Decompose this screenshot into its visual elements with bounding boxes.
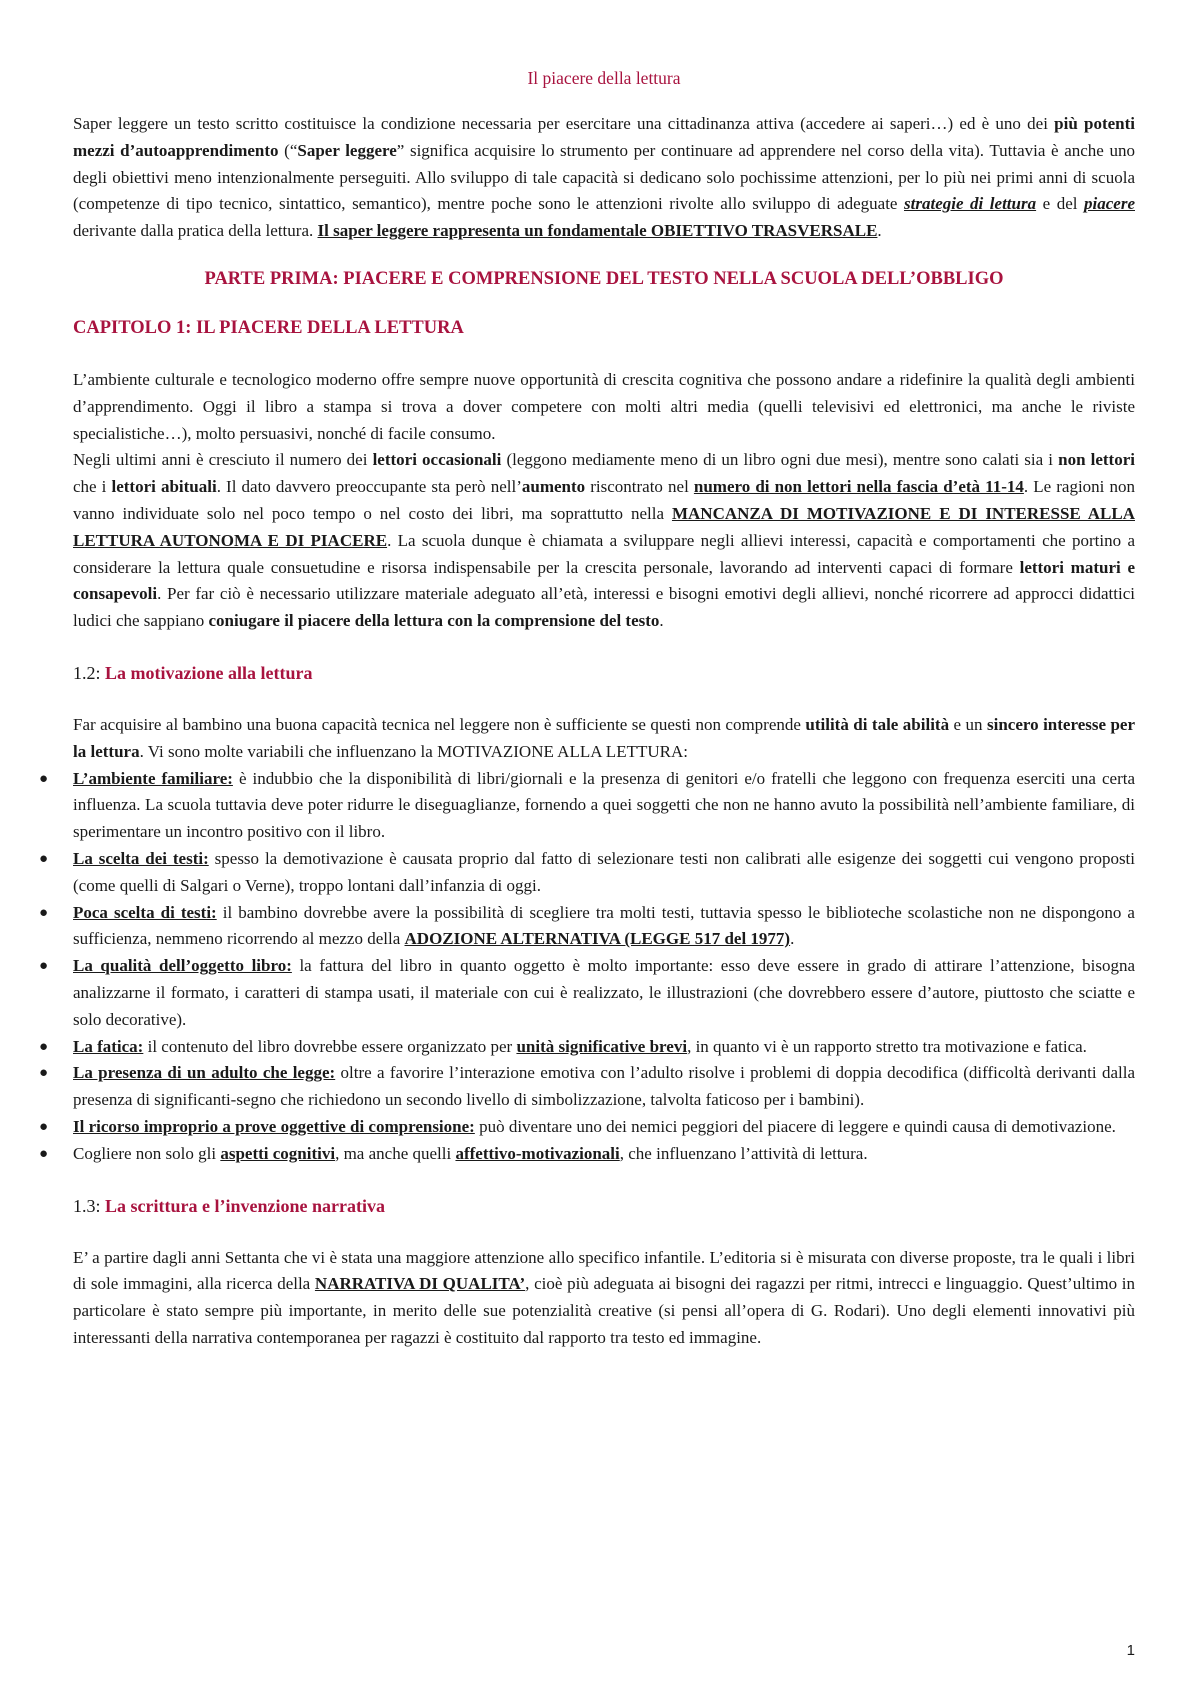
item-label: Il ricorso improprio a prove oggettive di comprensione: [73, 1116, 475, 1136]
list-item [39, 846, 1136, 900]
emphasis-text: ADOZIONE ALTERNATIVA (LEGGE 517 del 1977) [404, 929, 791, 949]
item-label: L’ambiente familiare: [73, 768, 233, 788]
list-item [39, 900, 1135, 954]
bullet-icon: ● [39, 1065, 49, 1082]
bold-text: non lettori [1058, 450, 1135, 470]
section-paragraph [73, 712, 1135, 766]
item-text: il bambino dovrebbe avere la possibilità di scegliere tra molti testi, tuttavia spesso le biblioteche scolastiche non ne dispongono a sufficienza, nemmeno ricorrendo al mezzo della [73, 902, 1135, 949]
item-text: , che influenzano l’attività di lettura. [619, 1143, 868, 1163]
section-title: La motivazione alla lettura [105, 662, 313, 683]
item-text: , ma anche quelli [335, 1143, 456, 1163]
list-item [39, 1114, 1135, 1141]
text: . La scuola dunque è chiamata a sviluppare negli allievi interessi, capacità e comportamenti che portino a considerare la lettura quale consuetudine e risorsa indispensabile per la crescita personale, lavorando ad interventi capaci di formare [73, 530, 1135, 577]
bullet-icon: ● [39, 850, 49, 867]
text: (“ [278, 140, 298, 160]
bullet-icon: ● [39, 904, 49, 921]
bold-text: lettori occasionali [372, 450, 502, 470]
section-heading-1-2 [73, 663, 1135, 684]
list-item [39, 953, 1135, 1033]
item-label: La fatica: [73, 1036, 144, 1056]
chapter-body [73, 367, 1135, 635]
bold-text: lettori abituali [111, 477, 217, 497]
text: che i [73, 477, 112, 497]
item-label: La scelta dei testi: [73, 848, 209, 868]
bullet-icon: ● [39, 958, 49, 975]
section-1-2-body [39, 712, 1136, 1168]
chapter-paragraph-1: L’ambiente culturale e tecnologico moderno offre sempre nuove opportunità di crescita cognitiva che possono andare a ridefinire la qualità degli ambienti d’apprendimento. Oggi il libro a stampa si trova a dover competere con molti altri media (quelli televisivi ed elettronici, ma anche le riviste specialistiche…), molto persuasivi, nonché di facile consumo. [73, 369, 1135, 443]
bold-text: aumento [521, 477, 586, 497]
text: . Le ragioni non vanno individuate solo nel poco tempo o nel costo dei libri, ma soprattutto nella [73, 477, 1135, 523]
list-item [39, 1060, 1136, 1114]
bold-text: utilità di tale abilità [805, 714, 950, 734]
emphasis-text: aspetti cognitivi [220, 1143, 336, 1163]
text: e un [949, 714, 987, 734]
item-text: è indubbio che la disponibilità di libri/giornali e la presenza di genitori e/o fratelli che leggono con frequenza eserciti una certa influenza. La scuola tuttavia deve poter ridurre le diseguaglianze, fornendo a quei soggetti che non ne hanno avuto la possibilità nell’ambiente familiare, di sperimentare un incontro positivo con il libro. [73, 768, 1136, 842]
section-1-3-body [73, 1245, 1135, 1352]
list-item [39, 1034, 1135, 1061]
item-text: oltre a favorire l’interazione emotiva con l’adulto risolve i problemi di doppia decodifica (difficoltà derivanti dalla presenza di significanti-segno che richiedono un secondo livello di simbolizzazione, talvolta faticoso per i bambini). [73, 1063, 1136, 1110]
text: (leggono mediamente meno di un libro ogni due mesi), mentre sono calati sia i [501, 450, 1059, 470]
bullet-icon: ● [39, 1145, 49, 1162]
section-heading-1-3 [73, 1196, 1135, 1217]
item-label: La presenza di un adulto che legge: [73, 1063, 336, 1083]
bold-text: sincero interesse per la lettura [73, 714, 1136, 761]
bold-text: Saper leggere [297, 140, 397, 160]
emphasis-text: Il saper leggere rappresenta un fondamentale OBIETTIVO TRASVERSALE [317, 221, 878, 241]
chapter-paragraph-2 [73, 447, 1135, 635]
text: . [877, 221, 882, 241]
text: . Il dato davvero preoccupante sta però nell’ [216, 477, 522, 497]
bold-text: coniugare il piacere della lettura con la comprensione del testo [208, 611, 660, 631]
text: . Per far ciò è necessario utilizzare materiale adeguato all’età, interessi e bisogni emotivi degli allievi, nonché ricorrere ad approcci didattici ludici che sappiano [73, 584, 1135, 631]
item-text: la fattura del libro in quanto oggetto è molto importante: esso deve essere in grado di attirare l’attenzione, bisogna analizzarne il formato, i caratteri di stampa usati, il materiale con cui è realizzato, le illustrazioni (che dovrebbero essere d’autore, piuttosto che sciatte e solo decorative). [73, 956, 1135, 1029]
emphasis-text: piacere [1084, 194, 1135, 214]
bullet-icon: ● [39, 1118, 49, 1135]
emphasis-text: strategie di lettura [904, 194, 1037, 214]
emphasis-text: numero di non lettori nella fascia d’età 11-14 [693, 477, 1024, 497]
emphasis-text: unità significative brevi [516, 1036, 688, 1056]
bold-text: lettori maturi e consapevoli [73, 557, 1135, 604]
bold-text: più potenti mezzi d’autoapprendimento [73, 114, 1135, 160]
text: e del [1036, 194, 1085, 214]
item-text: può diventare uno dei nemici peggiori del piacere di leggere e quindi causa di demotivazione. [474, 1116, 1116, 1136]
item-text: Cogliere non solo gli [73, 1143, 221, 1163]
text: Far acquisire al bambino una buona capacità tecnica nel leggere non è sufficiente se questi non comprende [73, 714, 806, 734]
section-title: La scrittura e l’invenzione narrativa [105, 1195, 385, 1216]
text: . Vi sono molte variabili che influenzano la MOTIVAZIONE ALLA LETTURA: [139, 741, 688, 761]
section-paragraph [73, 1245, 1135, 1352]
text: Negli ultimi anni è cresciuto il numero dei [73, 450, 373, 470]
emphasis-text: NARRATIVA DI QUALITA’ [314, 1274, 526, 1294]
text: riscontrato nel [585, 477, 694, 497]
text: derivante dalla pratica della lettura. [73, 221, 318, 241]
emphasis-text: affettivo-motivazionali [455, 1143, 620, 1163]
bullet-icon: ● [39, 1038, 49, 1055]
section-number: 1.2: [73, 662, 106, 683]
intro-paragraph [73, 111, 1135, 245]
text: , cioè più adeguata ai bisogni dei ragazzi per ritmi, intrecci e linguaggio. Quest’ultimo in particolare è stato sempre più importante, in merito delle sue potenzialità creative (si pensi all’opera di G. Rodari). Uno degli elementi innovativi più interessanti della narrativa contemporanea per ragazzi è costituito dal rapporto tra testo ed immagine. [73, 1274, 1135, 1347]
item-text: , in quanto vi è un rapporto stretto tra motivazione e fatica. [687, 1036, 1087, 1056]
item-text: . [790, 929, 795, 949]
section-number: 1.3: [73, 1195, 106, 1216]
item-label: La qualità dell’oggetto libro: [73, 956, 292, 976]
list-item [39, 1141, 1135, 1168]
item-label: Poca scelta di testi: [73, 902, 217, 922]
text: . [659, 611, 664, 631]
item-text: il contenuto del libro dovrebbe essere organizzato per [143, 1036, 517, 1056]
document-title: Il piacere della lettura [527, 68, 681, 88]
text: E’ a partire dagli anni Settanta che vi è stata una maggiore attenzione allo specifico infantile. L’editoria si è misurata con diverse proposte, tra le quali i libri di sole immagini, alla ricerca della [73, 1247, 1135, 1294]
chapter-heading: CAPITOLO 1: IL PIACERE DELLA LETTURA [73, 317, 464, 338]
text: Saper leggere un testo scritto costituisce la condizione necessaria per esercitare una cittadinanza attiva (accedere ai saperi…) ed è uno dei [73, 114, 1055, 133]
document-page [39, 68, 1136, 1352]
emphasis-text: MANCANZA DI MOTIVAZIONE E DI INTERESSE ALLA LETTURA AUTONOMA E DI PIACERE [73, 503, 1135, 550]
text: ” significa acquisire lo strumento per continuare ad apprendere nel corso della vita). Tuttavia è anche uno degli obiettivi meno intenzionalmente perseguiti. Allo sviluppo di tale capacità si dedicano solo pochissime attenzioni, per lo più nei primi anni di scuola (competenze di tipo tecnico, sintattico, semantico), mentre poche sono le attenzioni rivolte allo sviluppo di adeguate [73, 140, 1135, 214]
part-heading: PARTE PRIMA: PIACERE E COMPRENSIONE DEL TESTO NELLA SCUOLA DELL’OBBLIGO [204, 268, 1004, 289]
item-text: spesso la demotivazione è causata proprio dal fatto di selezionare testi non calibrati alle esigenze dei soggetti cui vengono proposti (come quelli di Salgari o Verne), troppo lontani dall’infanzia di oggi. [73, 848, 1136, 895]
motivation-list [39, 766, 1136, 1168]
bullet-icon: ● [39, 770, 49, 787]
page-number: 1 [1126, 1642, 1135, 1659]
list-item [39, 766, 1136, 846]
